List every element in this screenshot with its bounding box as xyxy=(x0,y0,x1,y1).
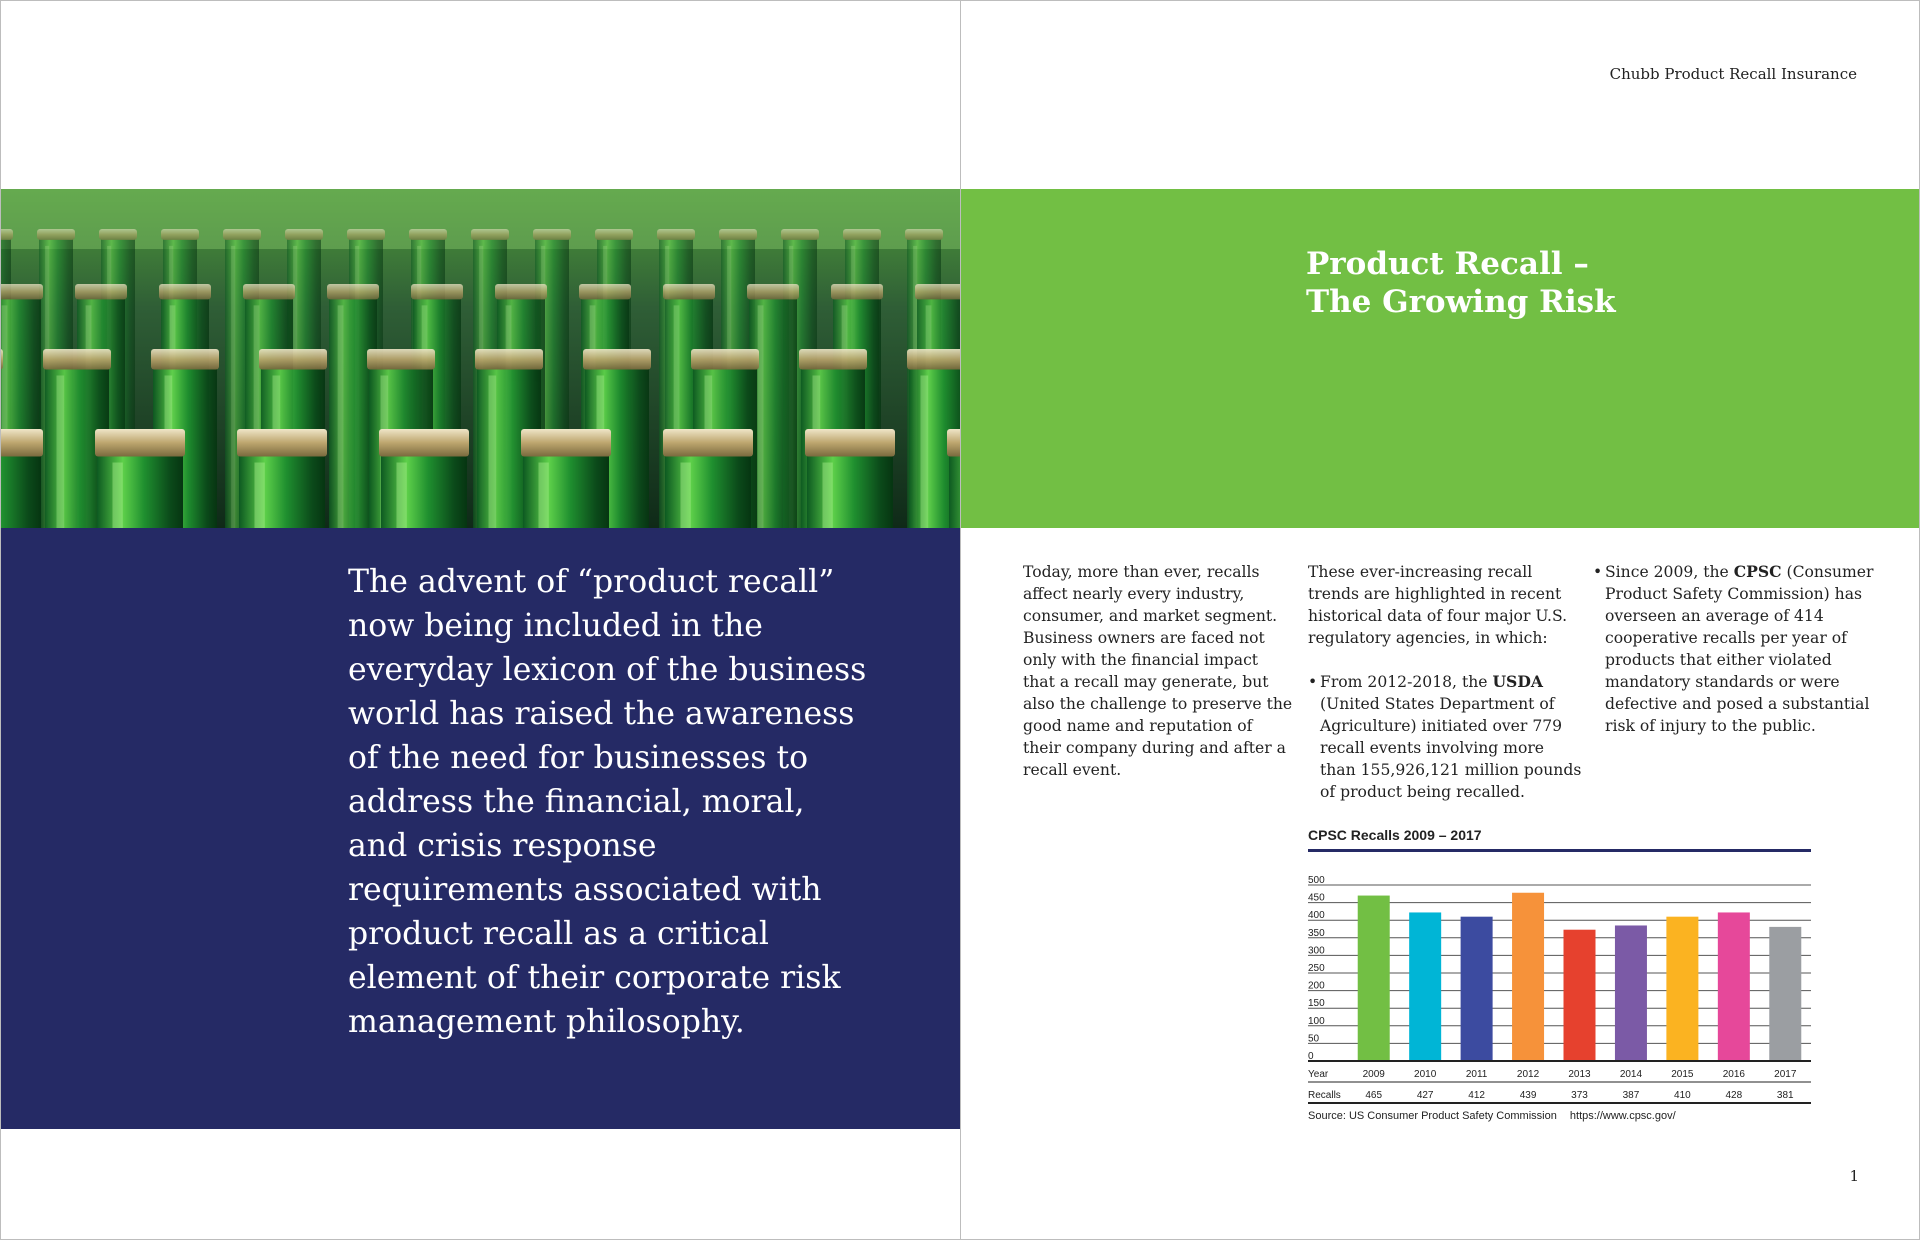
body-column-2 xyxy=(1308,561,1583,803)
recalls-value: 373 xyxy=(1571,1090,1588,1101)
bar-2013 xyxy=(1564,930,1596,1061)
usda-bullet: • From 2012-2018, the USDA (United States Department of Agriculture) initiated over 779 recall events involving more than 155,926,121 million pounds of product being recalled. xyxy=(1308,672,1582,801)
running-header: Chubb Product Recall Insurance xyxy=(1609,65,1857,83)
bar-2009 xyxy=(1358,896,1390,1061)
bottle xyxy=(379,429,469,528)
year-label: 2016 xyxy=(1722,1069,1745,1080)
usda-label: USDA xyxy=(1492,672,1543,691)
section-title-line-1: Product Recall – xyxy=(1306,246,1589,282)
y-tick-label: 450 xyxy=(1308,892,1325,904)
recalls-value: 465 xyxy=(1365,1090,1383,1101)
year-label: 2010 xyxy=(1414,1069,1437,1080)
right-page xyxy=(960,0,1920,1240)
bar-2010 xyxy=(1409,912,1441,1061)
y-tick-label: 200 xyxy=(1308,980,1325,992)
year-label: 2014 xyxy=(1619,1069,1643,1080)
recalls-value: 428 xyxy=(1725,1090,1743,1101)
title-band xyxy=(961,189,1919,528)
section-title xyxy=(1306,245,1616,321)
y-tick-label: 350 xyxy=(1308,927,1325,939)
y-tick-label: 50 xyxy=(1308,1033,1320,1045)
quote-panel xyxy=(1,528,961,1129)
chart-accent-rule xyxy=(1308,849,1811,852)
bar-2016 xyxy=(1718,912,1750,1061)
left-page xyxy=(0,0,961,1240)
year-row-label: Year xyxy=(1308,1069,1329,1080)
body-column-1 xyxy=(1023,561,1293,781)
cpsc-recalls-chart xyxy=(1308,825,1818,1127)
chart-source xyxy=(1308,1110,1676,1122)
year-label: 2009 xyxy=(1362,1069,1385,1080)
y-tick-label: 300 xyxy=(1308,945,1325,957)
recalls-value: 381 xyxy=(1776,1090,1794,1101)
page-number: 1 xyxy=(1849,1167,1859,1185)
green-bottles-illustration xyxy=(1,189,961,528)
recalls-value: 427 xyxy=(1416,1090,1434,1101)
bar-2012 xyxy=(1512,893,1544,1061)
recalls-value: 439 xyxy=(1519,1090,1537,1101)
bar-2015 xyxy=(1666,917,1698,1061)
intro-paragraph: Today, more than ever, recalls affect nearly every industry, consumer, and market segment. Business owners are faced not only with the financial impact that a recall may generate, but also the challenge to preserve the good name and reputation of their company during and after a recall event. xyxy=(1023,563,1293,779)
bar-2014 xyxy=(1615,925,1647,1061)
bar-2017 xyxy=(1769,927,1801,1061)
recalls-row-label: Recalls xyxy=(1308,1090,1341,1101)
y-tick-label: 250 xyxy=(1308,963,1325,974)
y-tick-label: 400 xyxy=(1308,910,1325,922)
year-label: 2012 xyxy=(1516,1069,1540,1080)
cpsc-bullet: • Since 2009, the CPSC (Consumer Product Safety Commission) has overseen an average of 414 cooperative recalls per year of products that either violated mandatory standards or were defective and posed a substantial risk of injury to the public. xyxy=(1593,562,1874,735)
recalls-value: 387 xyxy=(1622,1090,1640,1101)
section-title-line-2: The Growing Risk xyxy=(1306,284,1616,320)
y-tick-label: 150 xyxy=(1308,998,1325,1010)
bottle xyxy=(947,429,961,528)
y-tick-label: 500 xyxy=(1308,875,1325,886)
chart-title: CPSC Recalls 2009 – 2017 xyxy=(1308,827,1482,843)
bottle xyxy=(1,429,43,528)
bottle xyxy=(95,429,185,528)
y-tick-label: 100 xyxy=(1308,1015,1325,1027)
year-label: 2015 xyxy=(1671,1069,1694,1080)
trends-paragraph: These ever-increasing recall trends are highlighted in recent historical data of four major U.S. regulatory agencies, in which: xyxy=(1308,563,1568,647)
chart-canvas xyxy=(1308,825,1818,1107)
cpsc-label: CPSC xyxy=(1733,562,1782,581)
y-tick-label: 0 xyxy=(1308,1051,1314,1062)
recalls-value: 410 xyxy=(1674,1090,1691,1101)
bottle xyxy=(521,429,611,528)
year-label: 2011 xyxy=(1465,1069,1488,1080)
year-label: 2013 xyxy=(1568,1069,1591,1080)
bottle-production-photo xyxy=(1,189,961,528)
bullet-marker: • xyxy=(1593,563,1603,581)
bottle xyxy=(237,429,327,528)
source-url: https://www.cpsc.gov/ xyxy=(1569,1110,1676,1122)
pull-quote: The advent of “product recall” now being included in the everyday lexicon of the business world has raised the awareness of the need for businesses to address the financial, moral, and crisis response requirements associated with product recall as a critical element of their corporate risk management philosophy. xyxy=(348,564,867,1040)
year-label: 2017 xyxy=(1774,1069,1797,1080)
bottle xyxy=(805,429,895,528)
body-column-3 xyxy=(1593,561,1883,737)
source-label: Source: US Consumer Product Safety Commission xyxy=(1308,1110,1557,1122)
bottle xyxy=(663,429,753,528)
recalls-value: 412 xyxy=(1468,1090,1485,1101)
bullet-marker: • xyxy=(1308,673,1318,691)
bar-2011 xyxy=(1461,917,1493,1061)
